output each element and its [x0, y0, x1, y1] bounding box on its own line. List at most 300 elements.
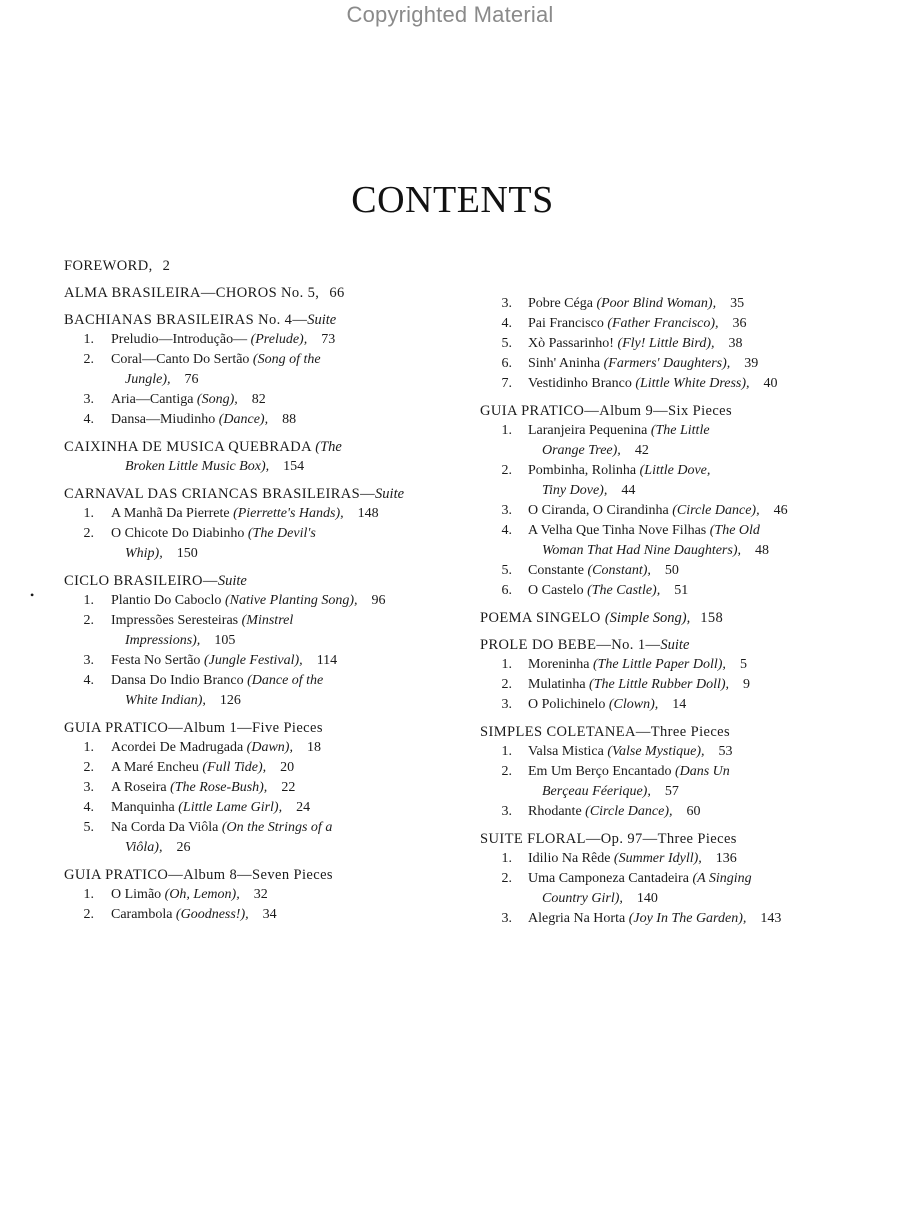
toc-entry — [64, 504, 469, 524]
section-heading — [64, 571, 469, 591]
entry-number: 6. — [501, 356, 512, 371]
entry-translation: (Joy In The Garden), — [628, 911, 747, 926]
entry-line — [528, 762, 890, 782]
entry-number: 2. — [83, 613, 94, 628]
entry-number: 2. — [83, 907, 94, 922]
toc-section — [480, 401, 890, 601]
entry-title: Acordei De Madrugada — [111, 740, 244, 755]
entry-title: Pai Francisco — [528, 316, 604, 331]
toc-entry — [480, 374, 890, 394]
contents-left-column — [64, 256, 469, 932]
entry-line — [528, 334, 890, 354]
toc-section — [64, 718, 469, 858]
entry-page: 9 — [743, 677, 751, 692]
entry-title: Dansa Do Indio Branco — [111, 673, 244, 688]
entry-translation-cont: Whip), — [125, 546, 163, 561]
toc-entry — [64, 671, 469, 711]
entry-page: 136 — [715, 851, 737, 866]
toc-section — [64, 571, 469, 711]
entry-title: A Roseira — [111, 780, 167, 795]
entry-number: 4. — [83, 800, 94, 815]
section-title: CAIXINHA DE MUSICA QUEBRADA — [64, 439, 312, 455]
entry-title: O Castelo — [528, 583, 584, 598]
section-heading — [64, 865, 469, 885]
toc-entry — [64, 778, 469, 798]
entry-number: 1. — [501, 657, 512, 672]
entry-title: Vestidinho Branco — [528, 376, 632, 391]
section-heading — [480, 401, 890, 421]
entry-title: Festa No Sertão — [111, 653, 201, 668]
page-title: CONTENTS — [351, 179, 554, 221]
entry-translation: (Little White Dress), — [635, 376, 750, 391]
entry-page: 40 — [763, 376, 778, 391]
entry-line — [528, 521, 890, 541]
entry-number: 2. — [501, 677, 512, 692]
entry-title: Carambola — [111, 907, 173, 922]
entry-translation-cont: Tiny Dove), — [542, 483, 608, 498]
entry-title: Plantio Do Caboclo — [111, 593, 222, 608]
toc-entry — [480, 742, 890, 762]
entry-line — [111, 611, 469, 631]
section-title: SIMPLES COLETANEA—Three Pieces — [480, 724, 731, 740]
entry-line — [528, 581, 890, 601]
entry-continuation — [111, 544, 469, 564]
entry-number: 6. — [501, 583, 512, 598]
entry-translation: (Song), — [196, 392, 238, 407]
entry-translation: (Circle Dance), — [585, 804, 673, 819]
entry-continuation — [111, 370, 469, 390]
toc-section — [480, 635, 890, 715]
entry-number: 4. — [501, 523, 512, 538]
entry-line — [528, 421, 890, 441]
entry-line — [111, 330, 469, 350]
toc-entry — [64, 524, 469, 564]
entry-page: 46 — [773, 503, 788, 518]
entry-translation: (Clown), — [608, 697, 659, 712]
section-heading — [64, 484, 469, 504]
entry-page: 96 — [371, 593, 386, 608]
entry-translation: (Dance of the — [247, 673, 324, 688]
section-heading — [480, 635, 890, 655]
toc-entry — [480, 581, 890, 601]
entry-number: 2. — [83, 526, 94, 541]
toc-entry — [480, 675, 890, 695]
toc-entry — [64, 738, 469, 758]
toc-section — [64, 256, 469, 276]
entry-line — [528, 374, 890, 394]
section-title: ALMA BRASILEIRA—CHOROS No. 5, — [64, 285, 320, 301]
entry-page: 35 — [730, 296, 745, 311]
toc-entry — [480, 849, 890, 869]
entry-number: 2. — [83, 352, 94, 367]
entry-line — [528, 354, 890, 374]
entry-page: 76 — [184, 372, 199, 387]
entry-number: 3. — [501, 296, 512, 311]
entry-continuation — [528, 782, 890, 802]
section-title: CARNAVAL DAS CRIANCAS BRASILEIRAS— — [64, 486, 376, 502]
section-heading — [64, 283, 469, 303]
entry-translation: (Native Planting Song), — [224, 593, 358, 608]
entry-translation: (Poor Blind Woman), — [596, 296, 717, 311]
entry-translation: (Dawn), — [246, 740, 293, 755]
entry-line — [111, 524, 469, 544]
entry-page: 50 — [664, 563, 679, 578]
toc-entry — [480, 314, 890, 334]
entry-translation: (Father Francisco), — [607, 316, 719, 331]
entry-title: Dansa—Miudinho — [111, 412, 216, 427]
entry-number: 2. — [501, 871, 512, 886]
entry-line — [528, 802, 890, 822]
entry-title: Pobre Céga — [528, 296, 593, 311]
section-title: PROLE DO BEBE—No. 1— — [480, 637, 661, 653]
section-page: 154 — [283, 459, 305, 474]
entry-number: 1. — [501, 744, 512, 759]
entry-line — [528, 294, 890, 314]
entry-translation-cont: Country Girl), — [542, 891, 623, 906]
entry-translation-cont: Berçeau Féerique), — [542, 784, 651, 799]
entry-page: 32 — [253, 887, 268, 902]
entry-page: 48 — [755, 543, 769, 558]
entry-translation: (The Little — [650, 423, 710, 438]
entry-line — [528, 742, 890, 762]
entry-page: 44 — [621, 483, 636, 498]
entry-line — [528, 675, 890, 695]
entry-page: 143 — [760, 911, 782, 926]
entry-title: Mulatinha — [528, 677, 586, 692]
toc-entry — [64, 651, 469, 671]
toc-entry — [480, 762, 890, 802]
section-title: BACHIANAS BRASILEIRAS No. 4— — [64, 312, 308, 328]
toc-entry — [480, 561, 890, 581]
entry-continuation — [528, 441, 890, 461]
entry-translation-cont: Woman That Had Nine Daughters), — [542, 543, 741, 558]
toc-entry — [64, 591, 469, 611]
entry-translation: (Little Lame Girl), — [178, 800, 283, 815]
toc-entry — [480, 461, 890, 501]
entry-page: 105 — [214, 633, 236, 648]
entry-title: Rhodante — [528, 804, 582, 819]
section-page: 66 — [329, 285, 345, 301]
entry-translation: (The Castle), — [587, 583, 661, 598]
entry-title: O Ciranda, O Cirandinha — [528, 503, 669, 518]
entry-number: 3. — [501, 911, 512, 926]
section-subtitle: Suite — [375, 486, 405, 502]
entry-page: 57 — [664, 784, 679, 799]
entry-line — [111, 390, 469, 410]
toc-entry — [480, 802, 890, 822]
entry-translation-cont: White Indian), — [125, 693, 206, 708]
section-title: CICLO BRASILEIRO— — [64, 573, 218, 589]
entry-number: 1. — [501, 851, 512, 866]
entry-title: Xò Passarinho! — [528, 336, 614, 351]
entry-translation-cont: Impressions), — [125, 633, 201, 648]
entry-translation: (Oh, Lemon), — [164, 887, 240, 902]
entry-number: 3. — [501, 503, 512, 518]
entry-title: Em Um Berço Encantado — [528, 764, 672, 779]
toc-entry — [480, 354, 890, 374]
section-page: 158 — [700, 610, 724, 626]
entry-page: 140 — [636, 891, 658, 906]
entry-page: 26 — [176, 840, 191, 855]
entry-translation: (Dans Un — [674, 764, 730, 779]
entry-line — [528, 314, 890, 334]
entry-title: Alegria Na Horta — [528, 911, 626, 926]
section-title: POEMA SINGELO — [480, 610, 601, 626]
entry-page: 148 — [357, 506, 379, 521]
entry-line — [528, 849, 890, 869]
entry-number: 3. — [83, 653, 94, 668]
toc-entry — [480, 695, 890, 715]
toc-section — [64, 865, 469, 925]
entry-line — [111, 350, 469, 370]
toc-entry — [480, 869, 890, 909]
section-heading — [480, 608, 890, 628]
toc-entry — [480, 655, 890, 675]
entry-page: 88 — [282, 412, 297, 427]
entry-line — [111, 758, 469, 778]
entry-translation: (Fly! Little Bird), — [617, 336, 715, 351]
entry-translation: (Minstrel — [241, 613, 294, 628]
entry-number: 1. — [83, 887, 94, 902]
entry-translation-cont: Orange Tree), — [542, 443, 621, 458]
toc-section — [480, 722, 890, 822]
entry-page: 20 — [280, 760, 295, 775]
entry-page: 60 — [686, 804, 701, 819]
entry-title: Na Corda Da Viôla — [111, 820, 219, 835]
entry-page: 39 — [744, 356, 759, 371]
toc-section — [480, 829, 890, 929]
entry-continuation — [528, 541, 890, 561]
margin-bullet: • — [30, 588, 35, 602]
entry-translation: (The Rose-Bush), — [170, 780, 268, 795]
entry-line — [111, 651, 469, 671]
entry-title: Preludio—Introdução— — [111, 332, 248, 347]
entry-line — [528, 655, 890, 675]
entry-continuation — [111, 838, 469, 858]
entry-title: Coral—Canto Do Sertão — [111, 352, 250, 367]
toc-entry — [64, 818, 469, 858]
entry-page: 42 — [634, 443, 649, 458]
section-heading — [480, 829, 890, 849]
entry-line — [111, 818, 469, 838]
entry-line — [111, 798, 469, 818]
entry-translation: (Constant), — [587, 563, 651, 578]
entry-continuation — [111, 631, 469, 651]
entry-number: 4. — [83, 673, 94, 688]
section-page: 2 — [162, 258, 171, 274]
entry-continuation — [111, 691, 469, 711]
toc-entry — [64, 885, 469, 905]
entry-translation: (Summer Idyll), — [613, 851, 702, 866]
entry-number: 2. — [83, 760, 94, 775]
entry-page: 82 — [251, 392, 266, 407]
entry-title: Idilio Na Rêde — [528, 851, 611, 866]
section-title: FOREWORD, — [64, 258, 153, 274]
toc-entry — [64, 798, 469, 818]
entry-number: 2. — [501, 463, 512, 478]
toc-entry — [480, 501, 890, 521]
entry-translation: (Prelude), — [250, 332, 308, 347]
entry-title: Uma Camponeza Cantadeira — [528, 871, 689, 886]
toc-entry — [64, 410, 469, 430]
entry-page: 53 — [718, 744, 733, 759]
entry-title: Moreninha — [528, 657, 590, 672]
entry-title: A Maré Encheu — [111, 760, 199, 775]
entry-title: O Polichinelo — [528, 697, 606, 712]
section-subtitle: Suite — [217, 573, 247, 589]
entry-number: 5. — [501, 563, 512, 578]
entry-page: 24 — [296, 800, 311, 815]
entry-title: Sinh' Aninha — [528, 356, 601, 371]
entry-line — [111, 591, 469, 611]
entry-translation-cont: Viôla), — [125, 840, 163, 855]
entry-number: 1. — [83, 506, 94, 521]
entry-line — [528, 461, 890, 481]
entry-title: Pombinha, Rolinha — [528, 463, 637, 478]
section-subtitle: (Simple Song), — [604, 610, 691, 626]
toc-section — [480, 608, 890, 628]
entry-number: 5. — [83, 820, 94, 835]
entry-number: 1. — [83, 593, 94, 608]
entry-number: 4. — [83, 412, 94, 427]
entry-title: Laranjeira Pequenina — [528, 423, 648, 438]
entry-line — [528, 561, 890, 581]
entry-continuation — [528, 889, 890, 909]
section-subtitle-cont: Broken Little Music Box), — [125, 459, 270, 474]
entry-number: 1. — [83, 332, 94, 347]
entry-title: Aria—Cantiga — [111, 392, 194, 407]
contents-right-column — [480, 294, 890, 936]
entry-number: 3. — [83, 392, 94, 407]
entry-translation: (On the Strings of a — [221, 820, 333, 835]
entry-number: 4. — [501, 316, 512, 331]
entry-translation: (The Old — [709, 523, 760, 538]
entry-line — [528, 869, 890, 889]
entry-page: 5 — [739, 657, 747, 672]
toc-entry — [64, 330, 469, 350]
section-heading — [480, 722, 890, 742]
toc-section — [64, 310, 469, 430]
toc-entry — [480, 421, 890, 461]
entry-translation: (Dance), — [218, 412, 269, 427]
entry-translation: (Valse Mystique), — [607, 744, 705, 759]
entry-continuation — [528, 481, 890, 501]
entry-title: A Manhã Da Pierrete — [111, 506, 230, 521]
entry-number: 1. — [501, 423, 512, 438]
entry-translation: (Pierrette's Hands), — [233, 506, 344, 521]
entry-title: A Velha Que Tinha Nove Filhas — [528, 523, 707, 538]
toc-entry — [480, 294, 890, 314]
section-subtitle: Suite — [307, 312, 337, 328]
toc-entry — [64, 350, 469, 390]
entry-page: 14 — [672, 697, 687, 712]
entry-number: 2. — [501, 764, 512, 779]
entry-number: 7. — [501, 376, 512, 391]
entry-page: 18 — [306, 740, 321, 755]
entry-translation-cont: Jungle), — [125, 372, 171, 387]
entry-line — [111, 905, 469, 925]
toc-entry — [64, 905, 469, 925]
entry-number: 3. — [83, 780, 94, 795]
continuation-line — [111, 457, 469, 477]
entry-line — [528, 501, 890, 521]
entry-title: Constante — [528, 563, 584, 578]
toc-section — [64, 437, 469, 477]
toc-entry — [480, 521, 890, 561]
entry-line — [111, 778, 469, 798]
entry-translation: (Jungle Festival), — [203, 653, 303, 668]
toc-entry — [480, 334, 890, 354]
entry-translation: (Farmers' Daughters), — [603, 356, 731, 371]
entry-translation: (Goodness!), — [175, 907, 249, 922]
entry-line — [111, 504, 469, 524]
entry-line — [528, 695, 890, 715]
section-subtitle: (The — [315, 439, 342, 455]
section-heading — [64, 437, 469, 457]
entry-translation: (Song of the — [252, 352, 321, 367]
entry-title: O Chicote Do Diabinho — [111, 526, 245, 541]
toc-entry — [64, 758, 469, 778]
entry-line — [111, 671, 469, 691]
entry-translation: (Circle Dance), — [672, 503, 760, 518]
entry-title: Impressões Seresteiras — [111, 613, 239, 628]
entry-translation: (The Little Rubber Doll), — [589, 677, 730, 692]
entry-line — [528, 909, 890, 929]
entry-page: 34 — [262, 907, 277, 922]
section-title: GUIA PRATICO—Album 1—Five Pieces — [64, 720, 323, 736]
toc-section — [64, 283, 469, 303]
entry-line — [111, 738, 469, 758]
toc-entry — [64, 611, 469, 651]
entry-title: Valsa Mistica — [528, 744, 604, 759]
toc-section — [64, 484, 469, 564]
entry-line — [111, 885, 469, 905]
entry-title: Manquinha — [111, 800, 175, 815]
entry-number: 3. — [501, 804, 512, 819]
entry-page: 150 — [176, 546, 198, 561]
section-title: GUIA PRATICO—Album 9—Six Pieces — [480, 403, 733, 419]
entry-page: 73 — [321, 332, 336, 347]
entry-page: 126 — [219, 693, 241, 708]
entry-page: 36 — [732, 316, 747, 331]
entry-page: 22 — [281, 780, 296, 795]
entry-translation: (The Little Paper Doll), — [592, 657, 726, 672]
entry-number: 5. — [501, 336, 512, 351]
entry-number: 1. — [83, 740, 94, 755]
entry-page: 114 — [316, 653, 338, 668]
entry-number: 3. — [501, 697, 512, 712]
toc-entry — [64, 390, 469, 410]
section-heading — [64, 256, 469, 276]
section-heading — [64, 718, 469, 738]
toc-section — [480, 294, 890, 394]
section-subtitle: Suite — [660, 637, 690, 653]
entry-translation: (Full Tide), — [202, 760, 267, 775]
entry-line — [111, 410, 469, 430]
entry-title: O Limão — [111, 887, 162, 902]
section-title: GUIA PRATICO—Album 8—Seven Pieces — [64, 867, 333, 883]
copyright-watermark: Copyrighted Material — [346, 2, 554, 27]
entry-translation: (A Singing — [692, 871, 752, 886]
entry-page: 38 — [728, 336, 743, 351]
toc-entry — [480, 909, 890, 929]
section-heading-continuation — [64, 457, 469, 477]
section-heading — [64, 310, 469, 330]
section-title: SUITE FLORAL—Op. 97—Three Pieces — [480, 831, 737, 847]
entry-translation: (Little Dove, — [639, 463, 711, 478]
entry-page: 51 — [674, 583, 689, 598]
entry-translation: (The Devil's — [247, 526, 316, 541]
